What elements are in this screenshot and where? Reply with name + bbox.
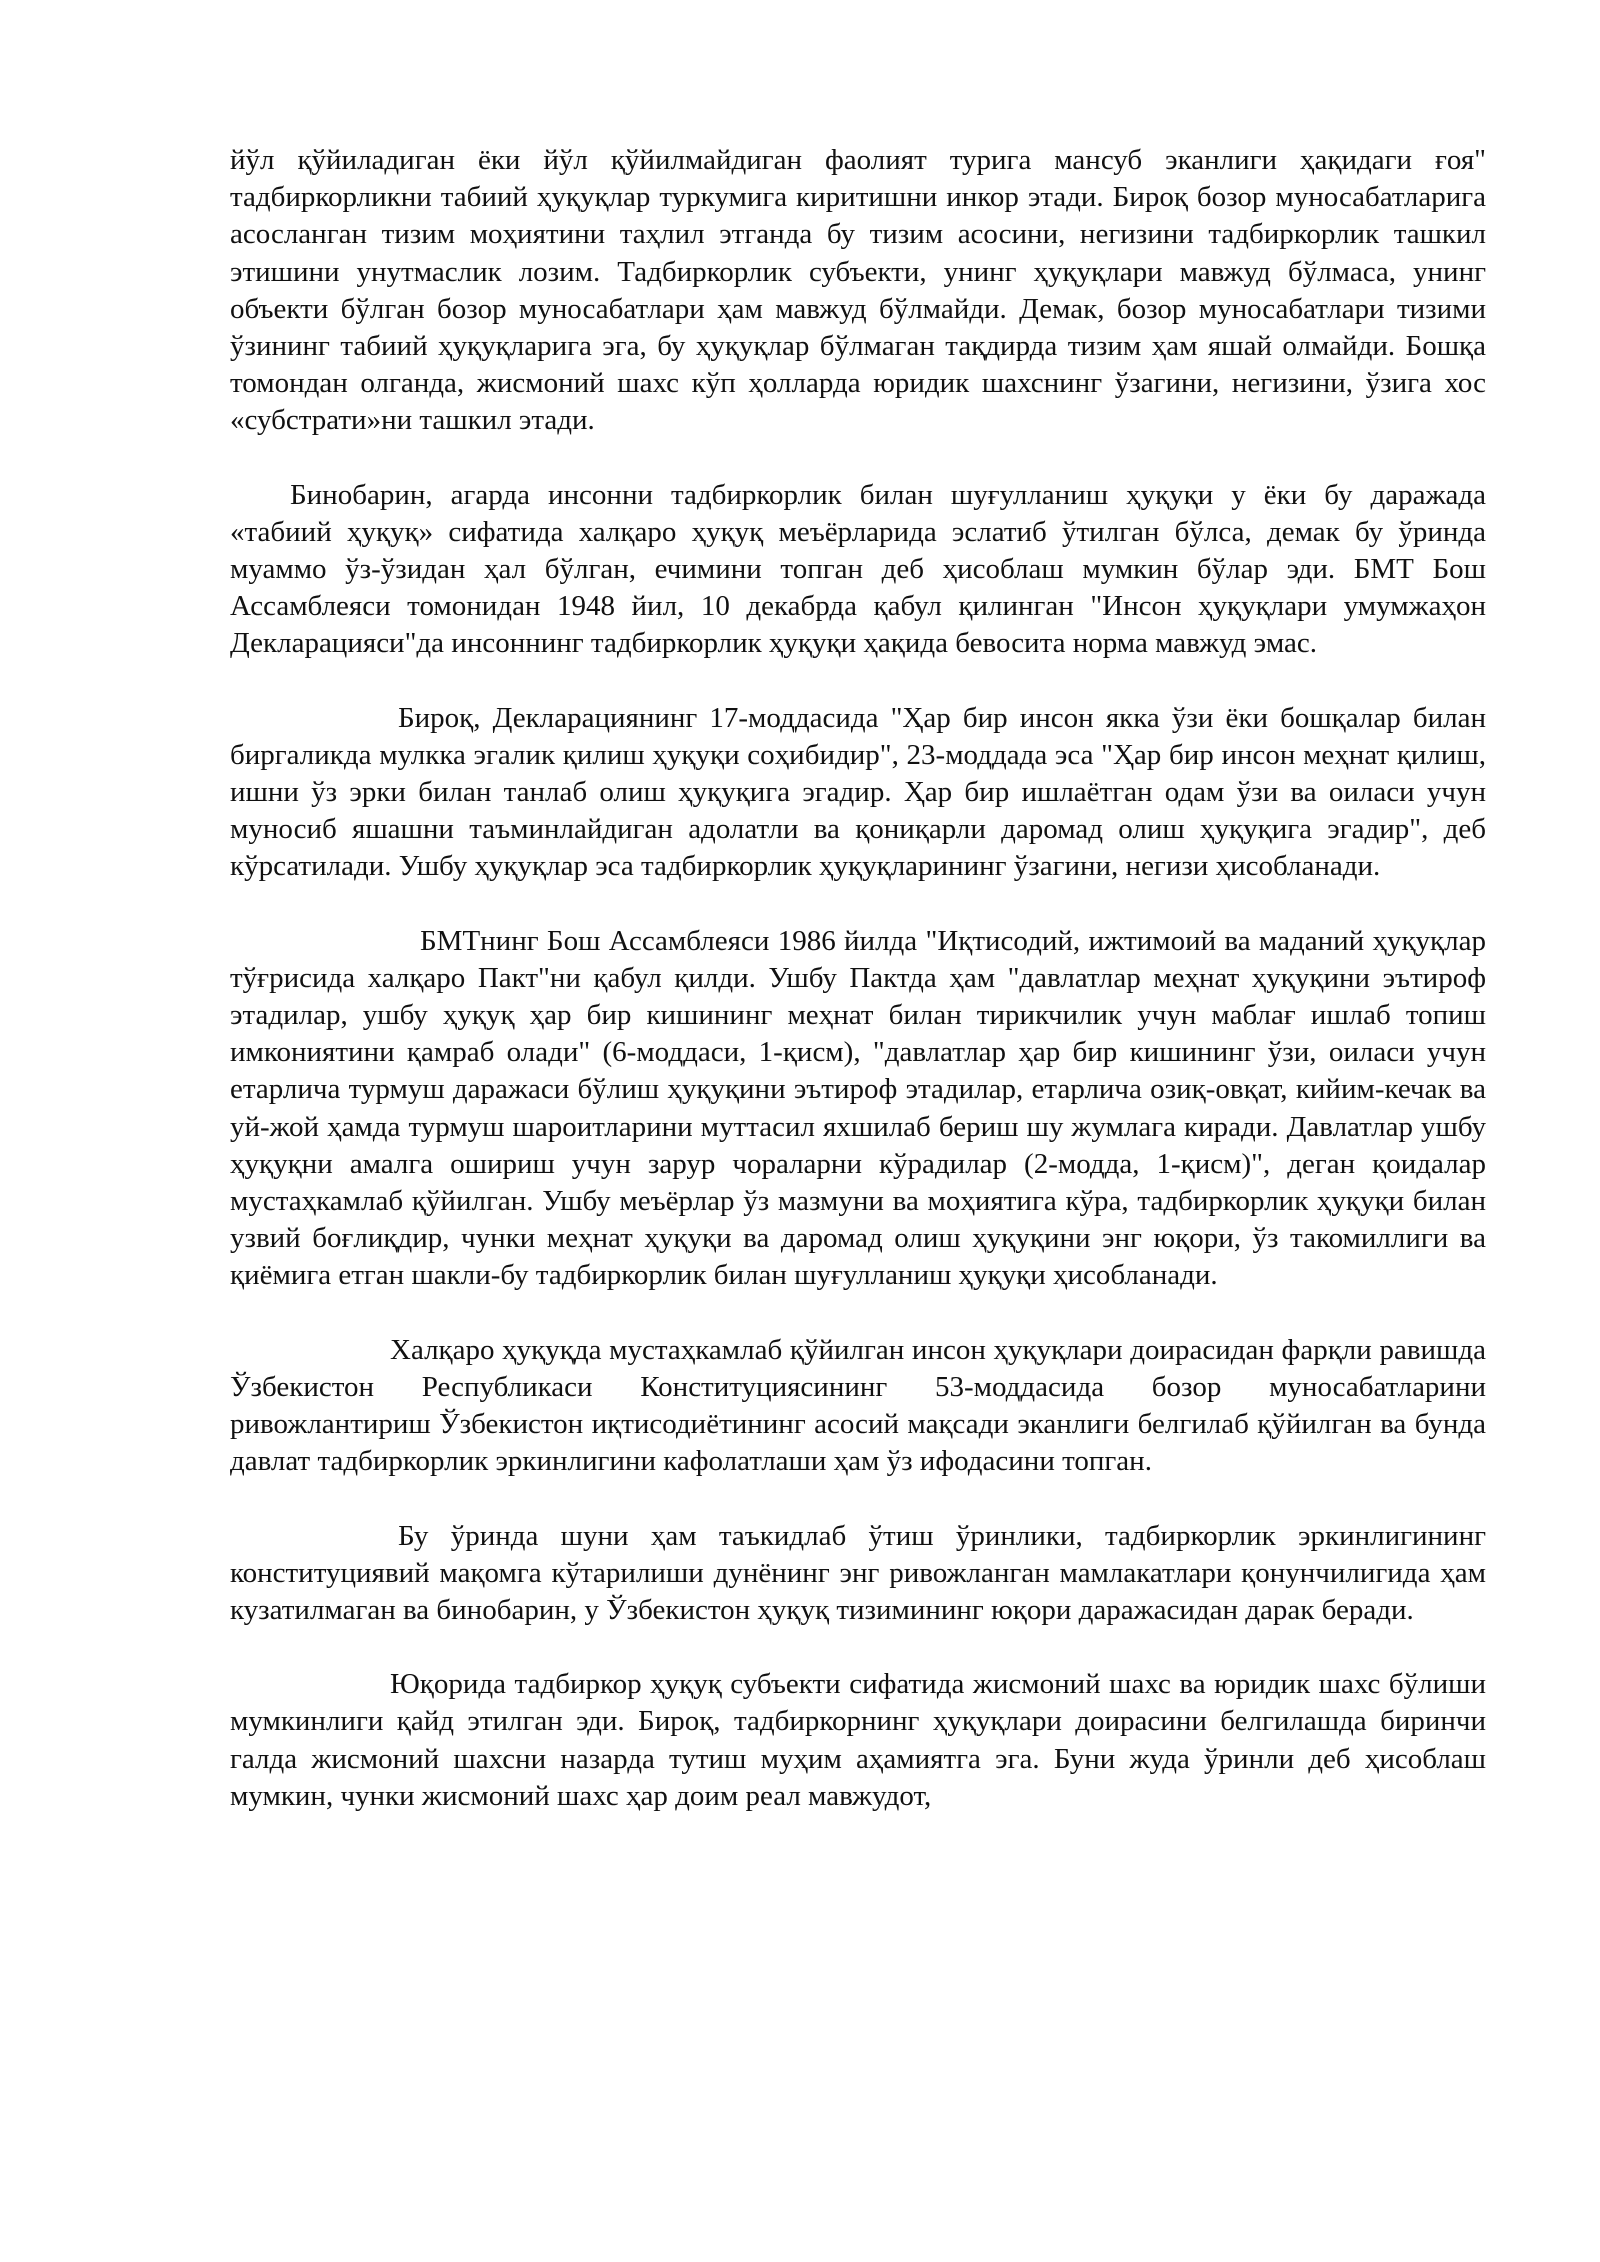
document-page bbox=[230, 142, 1486, 1815]
paragraph-3: Бироқ, Декларациянинг 17-моддасида "Ҳар бир инсон якка ўзи ёки бошқалар билан биргаликда мулкка эгалик қилиш ҳуқуқи соҳибидир", 23-моддада эса "Ҳар бир инсон меҳнат қилиш, ишни ўз эрки билан танлаб олиш ҳуқуқига эгадир. Ҳар бир ишлаётган одам ўзи ва оиласи учун муносиб яшашни таъминлайдиган адолатли ва қониқарли даромад олиш ҳуқуқига эгадир", деб кўрсатилади. Ушбу ҳуқуқлар эса тадбиркорлик ҳуқуқларининг ўзагини, негизи ҳисобланади. bbox=[230, 701, 1486, 883]
paragraph-5: Халқаро ҳуқуқда мустаҳкамлаб қўйилган инсон ҳуқуқлари доирасидан фарқли равишда Ўзбекистон Республикаси Конституциясининг 53-моддасида бозор муносабатларини ривожлантириш Ўзбекистон иқтисодиётининг асосий мақсади эканлиги белгилаб қўйилган ва бунда давлат тадбиркорлик эркинлигини кафолатлаши ҳам ўз ифодасини топган. bbox=[230, 1333, 1486, 1478]
paragraph-4: БМТнинг Бош Ассамблеяси 1986 йилда "Иқтисодий, ижтимоий ва маданий ҳуқуқлар тўғрисида халқаро Пакт"ни қабул қилди. Ушбу Пактда ҳам "давлатлар меҳнат ҳуқуқини эътироф этадилар, ушбу ҳуқуқ ҳар бир кишининг меҳнат билан тирикчилик учун маблағ ишлаб топиш имкониятини қамраб олади" (6-моддаси, 1-қисм), "давлатлар ҳар бир кишининг ўзи, оиласи учун етарлича турмуш даражаси бўлиш ҳуқуқини эътироф этадилар, етарлича озиқ-овқат, кийим-кечак ва уй-жой ҳамда турмуш шароитларини муттасил яхшилаб бериш шу жумлага киради. Давлатлар ушбу ҳуқуқни амалга ошириш учун зарур чораларни кўрадилар (2-модда, 1-қисм)", деган қоидалар мустаҳкамлаб қўйилган. Ушбу меъёрлар ўз мазмуни ва моҳиятига кўра, тадбиркорлик ҳуқуқи билан узвий боғлиқдир, чунки меҳнат ҳуқуқи ва даромад олиш ҳуқуқини энг юқори, ўз такомиллиги ва қиёмига етган шакли-бу тадбиркорлик билан шуғулланиш ҳуқуқи ҳисобланади. bbox=[230, 924, 1486, 1292]
paragraph-2: Бинобарин, агарда инсонни тадбиркорлик билан шуғулланиш ҳуқуқи у ёки бу даражада «табиий ҳуқуқ» сифатида халқаро ҳуқуқ меъёрларида эслатиб ўтилган бўлса, демак бу ўринда муаммо ўз-ўзидан ҳал бўлган, ечимини топган деб ҳисоблаш мумкин бўлар эди. БМТ Бош Ассамблеяси томонидан 1948 йил, 10 декабрда қабул қилинган "Инсон ҳуқуқлари умумжаҳон Декларацияси"да инсоннинг тадбиркорлик ҳуқуқи ҳақида бевосита норма мавжуд эмас. bbox=[230, 478, 1486, 660]
paragraph-6: Бу ўринда шуни ҳам таъкидлаб ўтиш ўринлики, тадбиркорлик эркинлигининг конституциявий мақомга кўтарилиши дунёнинг энг ривожланган мамлакатлари қонунчилигида ҳам кузатилмаган ва бинобарин, у Ўзбекистон ҳуқуқ тизимининг юқори даражасидан дарак беради. bbox=[230, 1519, 1486, 1626]
paragraph-7: Юқорида тадбиркор ҳуқуқ субъекти сифатида жисмоний шахс ва юридик шахс бўлиши мумкинлиги қайд этилган эди. Бироқ, тадбиркорнинг ҳуқуқлари доирасини белгилашда биринчи галда жисмоний шахсни назарда тутиш муҳим аҳамиятга эга. Буни жуда ўринли деб ҳисоблаш мумкин, чунки жисмоний шахс ҳар доим реал мавжудот, bbox=[230, 1668, 1486, 1812]
paragraph-1: йўл қўйиладиган ёки йўл қўйилмайдиган фаолият турига мансуб эканлиги ҳақидаги ғоя" тадбиркорликни табиий ҳуқуқлар туркумига киритишни инкор этади. Бироқ бозор муносабатларига асосланган тизим моҳиятини таҳлил этганда бу тизим асосини, негизини тадбиркорлик ташкил этишини унутмаслик лозим. Тадбиркорлик субъекти, унинг ҳуқуқлари мавжуд бўлмаса, унинг объекти бўлган бозор муносабатлари ҳам мавжуд бўлмайди. Демак, бозор муносабатлари тизими ўзининг табиий ҳуқуқларига эга, бу ҳуқуқлар бўлмаган тақдирда тизим ҳам яшай олмайди. Бошқа томондан олганда, жисмоний шахс кўп ҳолларда юридик шахснинг ўзагини, негизини, ўзига хос «субстрати»ни ташкил этади. bbox=[230, 144, 1486, 437]
